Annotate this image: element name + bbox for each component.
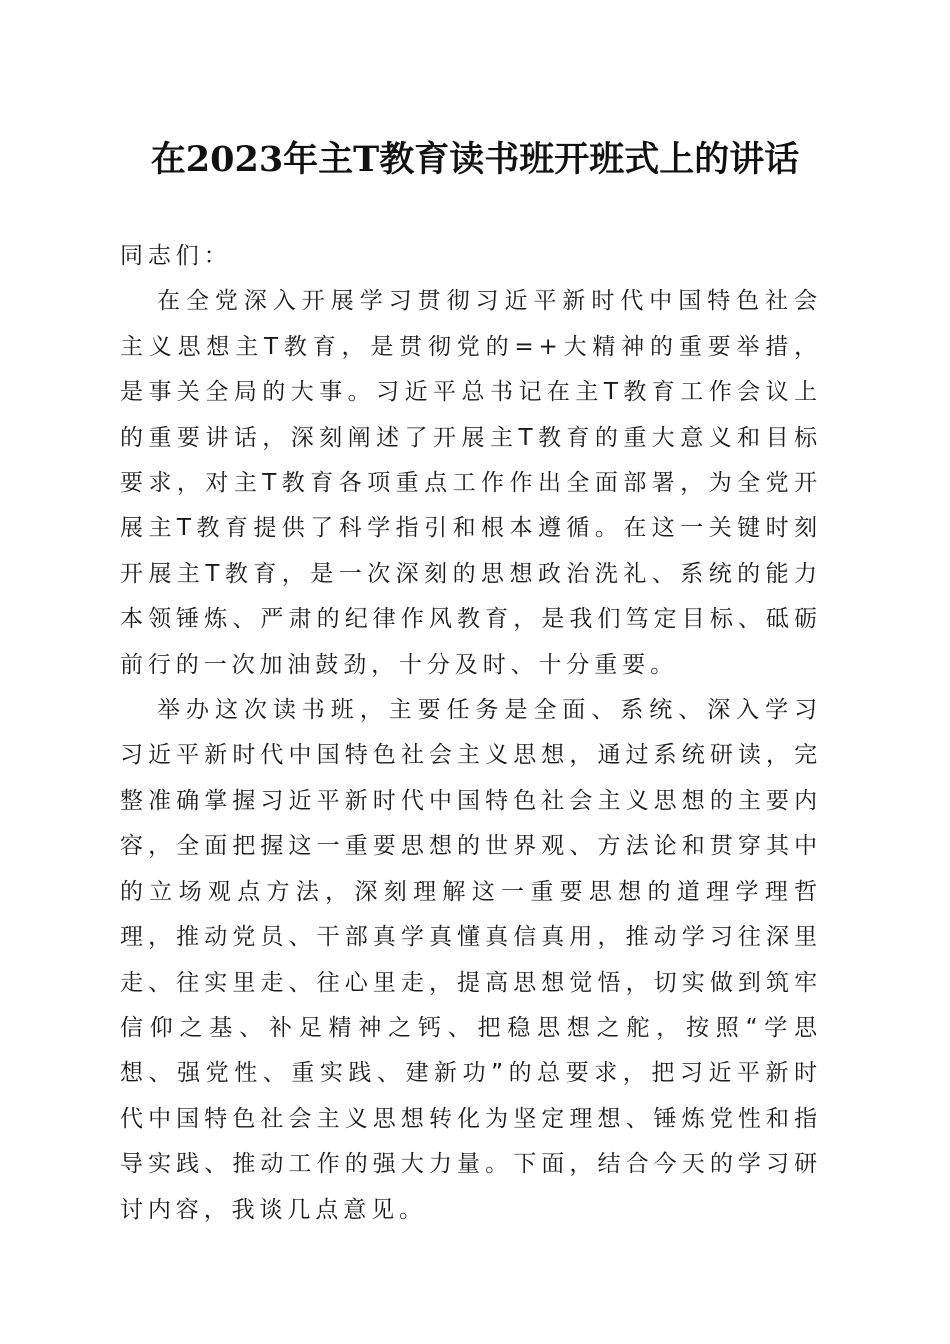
paragraph-2: 举办这次读书班，主要任务是全面、系统、深入学习习近平新时代中国特色社会主义思想，通过系统研读，完整准确掌握习近平新时代中国特色社会主义思想的主要内容，全面把握这一重要思想的世界观、方法论和贯穿其中的立场观点方法，深刻理解这一重要思想的道理学理哲理，推动党员、干部真学真懂真信真用，推动学习往深里走、往实里走、往心里走，提高思想觉悟，切实做到筑牢信仰之基、补足精神之钙、把稳思想之舵，按照“学思想、强党性、重实践、建新功”的总要求，把习近平新时代中国特色社会主义思想转化为坚定理想、锤炼党性和指导实践、推动工作的强大力量。下面，结合今天的学习研讨内容，我谈几点意见。 — [120, 697, 822, 1223]
paragraph-1: 在全党深入开展学习贯彻习近平新时代中国特色社会主义思想主T教育，是贯彻党的=+大精神的重要举措，是事关全局的大事。习近平总书记在主T教育工作会议上的重要讲话，深刻阐述了开展主T教育的重大意义和目标要求，对主T教育各项重点工作作出全面部署，为全党开展主T教育提供了科学指引和根本遵循。在这一关键时刻开展主T教育，是一次深刻的思想政治洗礼、系统的能力本领锤炼、严肃的纪律作风教育，是我们笃定目标、砥砺前行的一次加油鼓劲，十分及时、十分重要。 — [120, 288, 822, 678]
document-title: 在2023年主T教育读书班开班式上的讲话 — [150, 139, 800, 180]
salutation: 同志们： — [120, 243, 232, 269]
document-body — [120, 234, 822, 1233]
